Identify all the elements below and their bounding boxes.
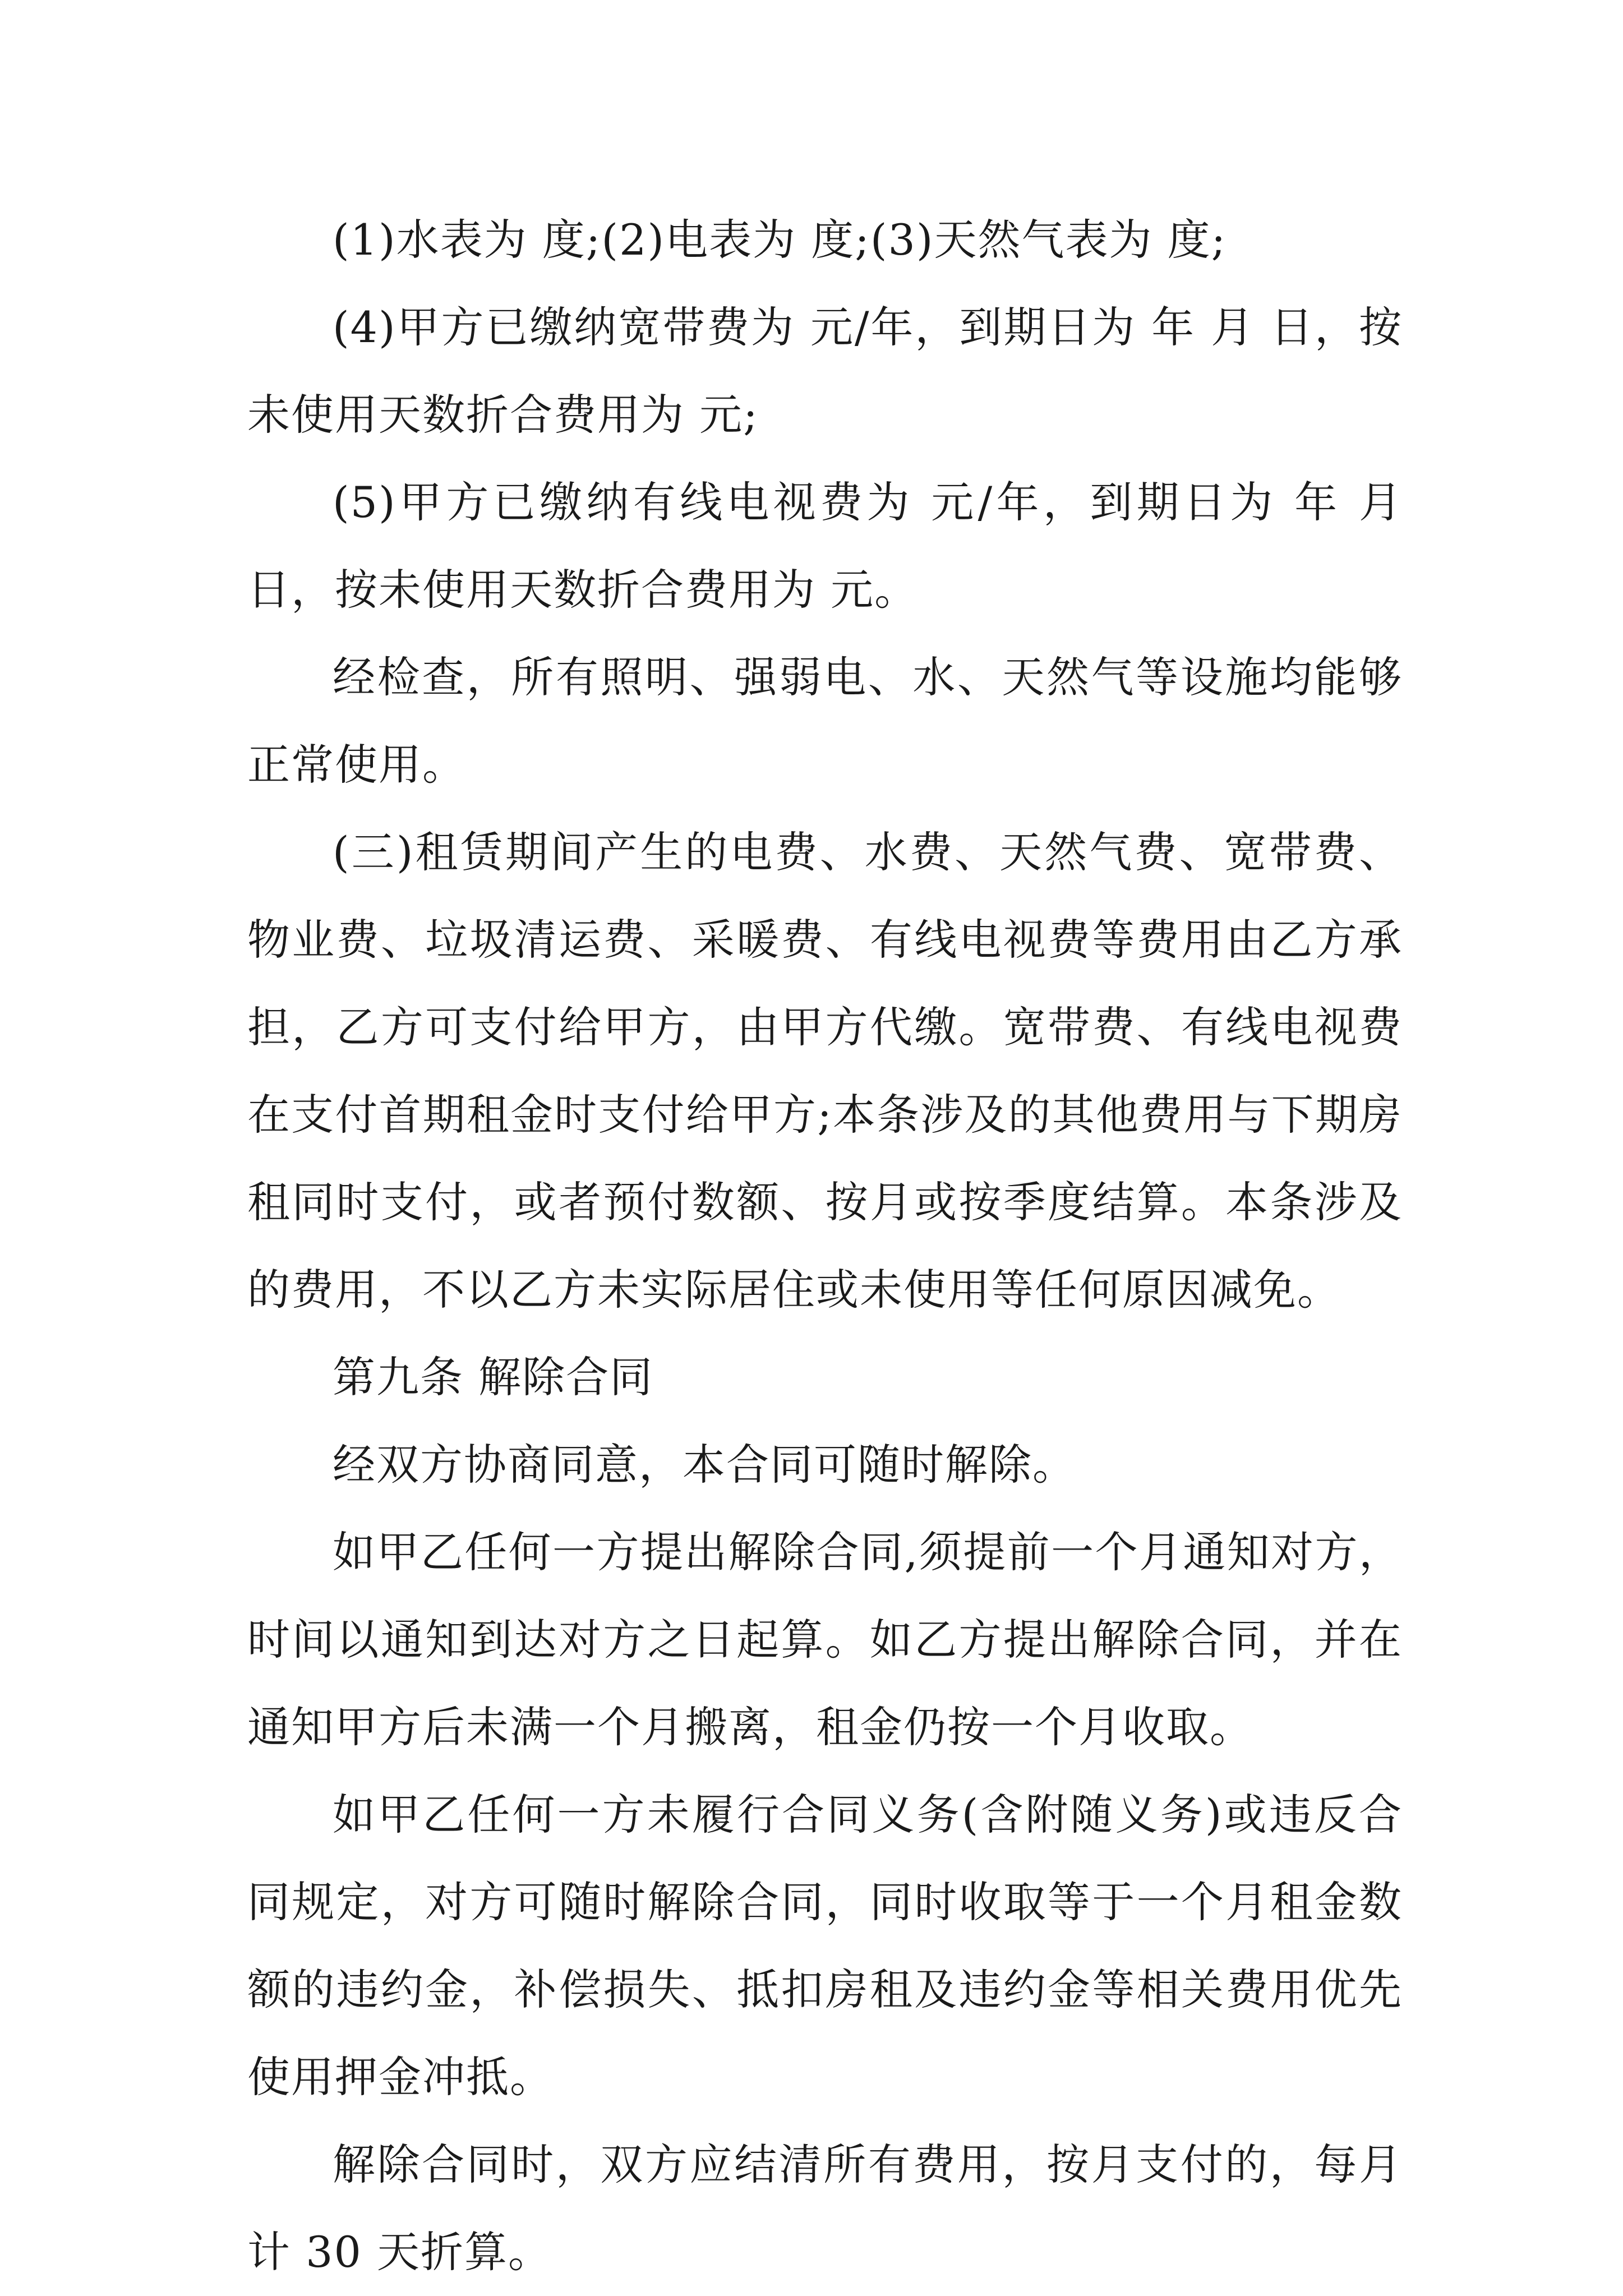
lease-period-fees-paragraph: (三)租赁期间产生的电费、水费、天然气费、宽带费、物业费、垃圾清运费、采暖费、有线电视费等费用由乙方承担，乙方可支付给甲方，由甲方代缴。宽带费、有线电视费在支付首期租金时支付给甲方;本条涉及的其他费用与下期房租同时支付，或者预付数额、按月或按季度结算。本条涉及的费用，不以乙方未实际居住或未使用等任何原因减免。 xyxy=(247,827,1403,1315)
article-nine-heading: 第九条 解除合同 xyxy=(333,1352,654,1402)
broadband-fee-paragraph: (4)甲方已缴纳宽带费为 元/年，到期日为 年 月 日，按未使用天数折合费用为 元; xyxy=(247,302,1403,440)
meter-readings-paragraph: (1)水表为 度;(2)电表为 度;(3)天然气表为 度; xyxy=(333,215,1227,265)
breach-termination-paragraph: 如甲乙任何一方未履行合同义务(含附随义务)或违反合同规定，对方可随时解除合同，同时收取等于一个月租金数额的违约金，补偿损失、抵扣房租及违约金等相关费用优先使用押金冲抵。 xyxy=(247,1790,1403,2102)
mutual-termination-paragraph: 经双方协商同意，本合同可随时解除。 xyxy=(333,1440,1076,1490)
facility-inspection-paragraph: 经检查，所有照明、强弱电、水、天然气等设施均能够正常使用。 xyxy=(247,652,1403,790)
notice-termination-paragraph: 如甲乙任何一方提出解除合同,须提前一个月通知对方，时间以通知到达对方之日起算。如乙方提出解除合同，并在通知甲方后未满一个月搬离，租金仍按一个月收取。 xyxy=(247,1527,1403,1752)
cable-tv-fee-paragraph: (5)甲方已缴纳有线电视费为 元/年，到期日为 年 月 日，按未使用天数折合费用为 元。 xyxy=(247,477,1403,615)
document-body xyxy=(247,196,1403,2296)
settlement-paragraph: 解除合同时，双方应结清所有费用，按月支付的，每月计 30 天折算。 xyxy=(247,2140,1403,2277)
